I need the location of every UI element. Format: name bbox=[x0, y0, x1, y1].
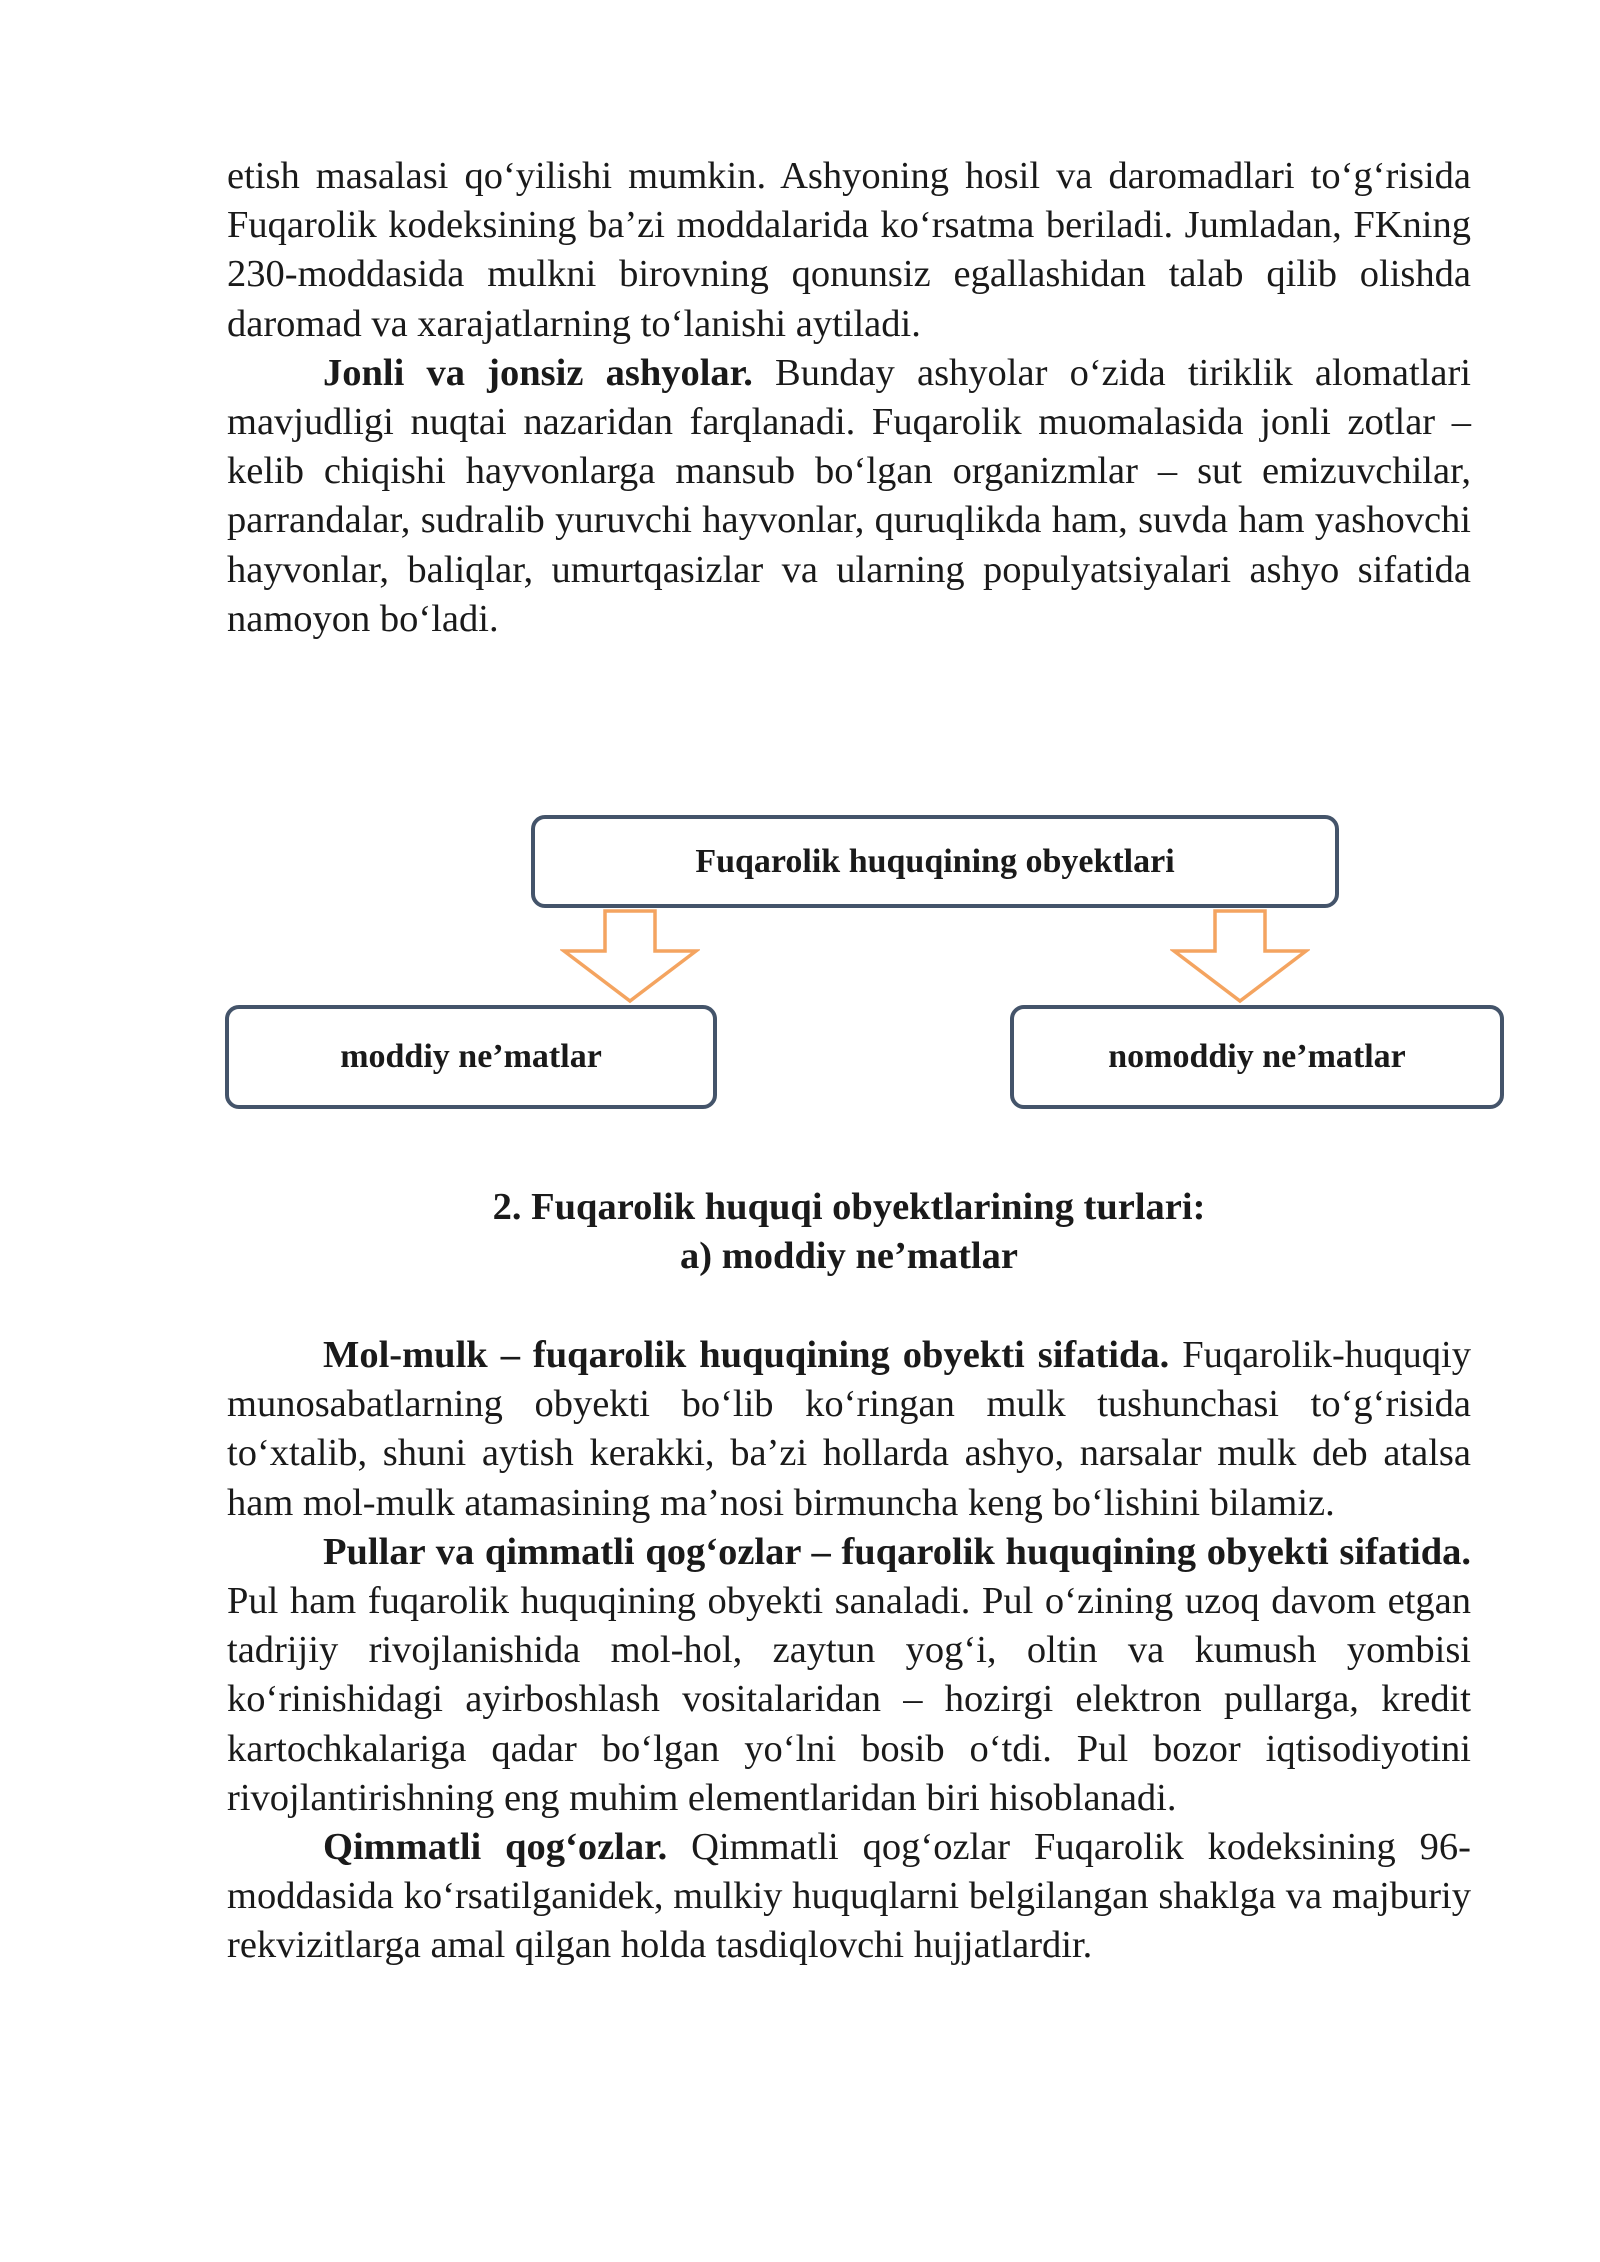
paragraph-securities bbox=[227, 1823, 1471, 1971]
diagram-box-civil-law-objects bbox=[531, 815, 1339, 908]
paragraph-heading-securities: Qimmatli qog‘ozlar. bbox=[323, 1826, 668, 1869]
section-heading-subtitle: a) moddiy ne’matlar bbox=[680, 1235, 1018, 1278]
text-section-top bbox=[227, 152, 1471, 644]
down-arrow-icon bbox=[1170, 909, 1310, 1005]
section-heading-title: 2. Fuqarolik huquqi obyektlarining turlari: bbox=[492, 1186, 1206, 1228]
paragraph-property bbox=[227, 1331, 1471, 1528]
text-section-bottom bbox=[227, 1331, 1471, 1971]
paragraph-body-property: Fuqarolik-huquqiy munosabatlarning obyekti bo‘lib ko‘ringan mulk tushunchasi to‘g‘risida to‘xtalib, shuni aytish kerakki, ba’zi hollarda ashyo, narsalar mulk deb atalsa ham mol-mulk atamasining ma’nosi birmuncha keng bo‘lishini bilamiz. bbox=[227, 1334, 1471, 1524]
paragraph-heading-money: Pullar va qimmatli qog‘ozlar – fuqarolik huquqining obyekti sifatida. bbox=[323, 1530, 1471, 1573]
paragraph-body-money: Pul ham fuqarolik huquqining obyekti sanaladi. Pul o‘zining uzoq davom etgan tadrijiy rivojlanishida mol-hol, zaytun yog‘i, oltin va kumush yombisi ko‘rinishidagi ayirboshlash vositalaridan – hozirgi elektron pullarga, kredit kartochkalariga qadar bo‘lgan yo‘lni bosib o‘tdi. Pul bozor iqtisodiyotini rivojlantirishning eng muhim elementlaridan biri hisoblanadi. bbox=[227, 1580, 1471, 1819]
paragraph-living-things bbox=[227, 349, 1471, 644]
diagram-box-intangible-goods bbox=[1010, 1005, 1504, 1109]
diagram-box-label: nomoddiy ne’matlar bbox=[1108, 1038, 1406, 1075]
diagram-box-material-goods bbox=[225, 1005, 717, 1109]
paragraph-body-securities: Qimmatli qog‘ozlar Fuqarolik kodeksining 96-moddasida ko‘rsatilganidek, mulkiy huquqlarni belgilangan shaklga va majburiy rekvizitlarga amal qilgan holda tasdiqlovchi hujjatlardir. bbox=[227, 1826, 1471, 1967]
down-arrow-icon bbox=[560, 909, 700, 1005]
paragraph-body-living-things: Bunday ashyolar o‘zida tiriklik alomatlari mavjudligi nuqtai nazaridan farqlanadi. Fuqarolik muomalasida jonli zotlar – kelib chiqishi hayvonlarga mansub bo‘lgan organizmlar – sut emizuvchilar, parrandalar, sudralib yuruvchi hayvonlar, quruqlikda ham, suvda ham yashovchi hayvonlar, baliqlar, umurtqasizlar va ularning populyatsiyalari ashyo sifatida namoyon bo‘ladi. bbox=[227, 351, 1471, 640]
diagram-box-label: Fuqarolik huquqining obyektlari bbox=[695, 842, 1175, 880]
section-heading bbox=[227, 1183, 1471, 1281]
paragraph-continuation: etish masalasi qo‘yilishi mumkin. Ashyoning hosil va daromadlari to‘g‘risida Fuqarolik kodeksining ba’zi moddalarida ko‘rsatma beriladi. Jumladan, FKning 230-moddasida mulkni birovning qonunsiz egallashidan talab qilib olishda daromad va xarajatlarning to‘lanishi aytiladi. bbox=[227, 155, 1471, 345]
diagram-box-label: moddiy ne’matlar bbox=[340, 1038, 602, 1075]
paragraph-heading-property: Mol-mulk – fuqarolik huquqining obyekti sifatida. bbox=[323, 1334, 1170, 1376]
paragraph-heading-living-things: Jonli va jonsiz ashyolar. bbox=[323, 351, 753, 394]
paragraph-money bbox=[227, 1528, 1471, 1823]
